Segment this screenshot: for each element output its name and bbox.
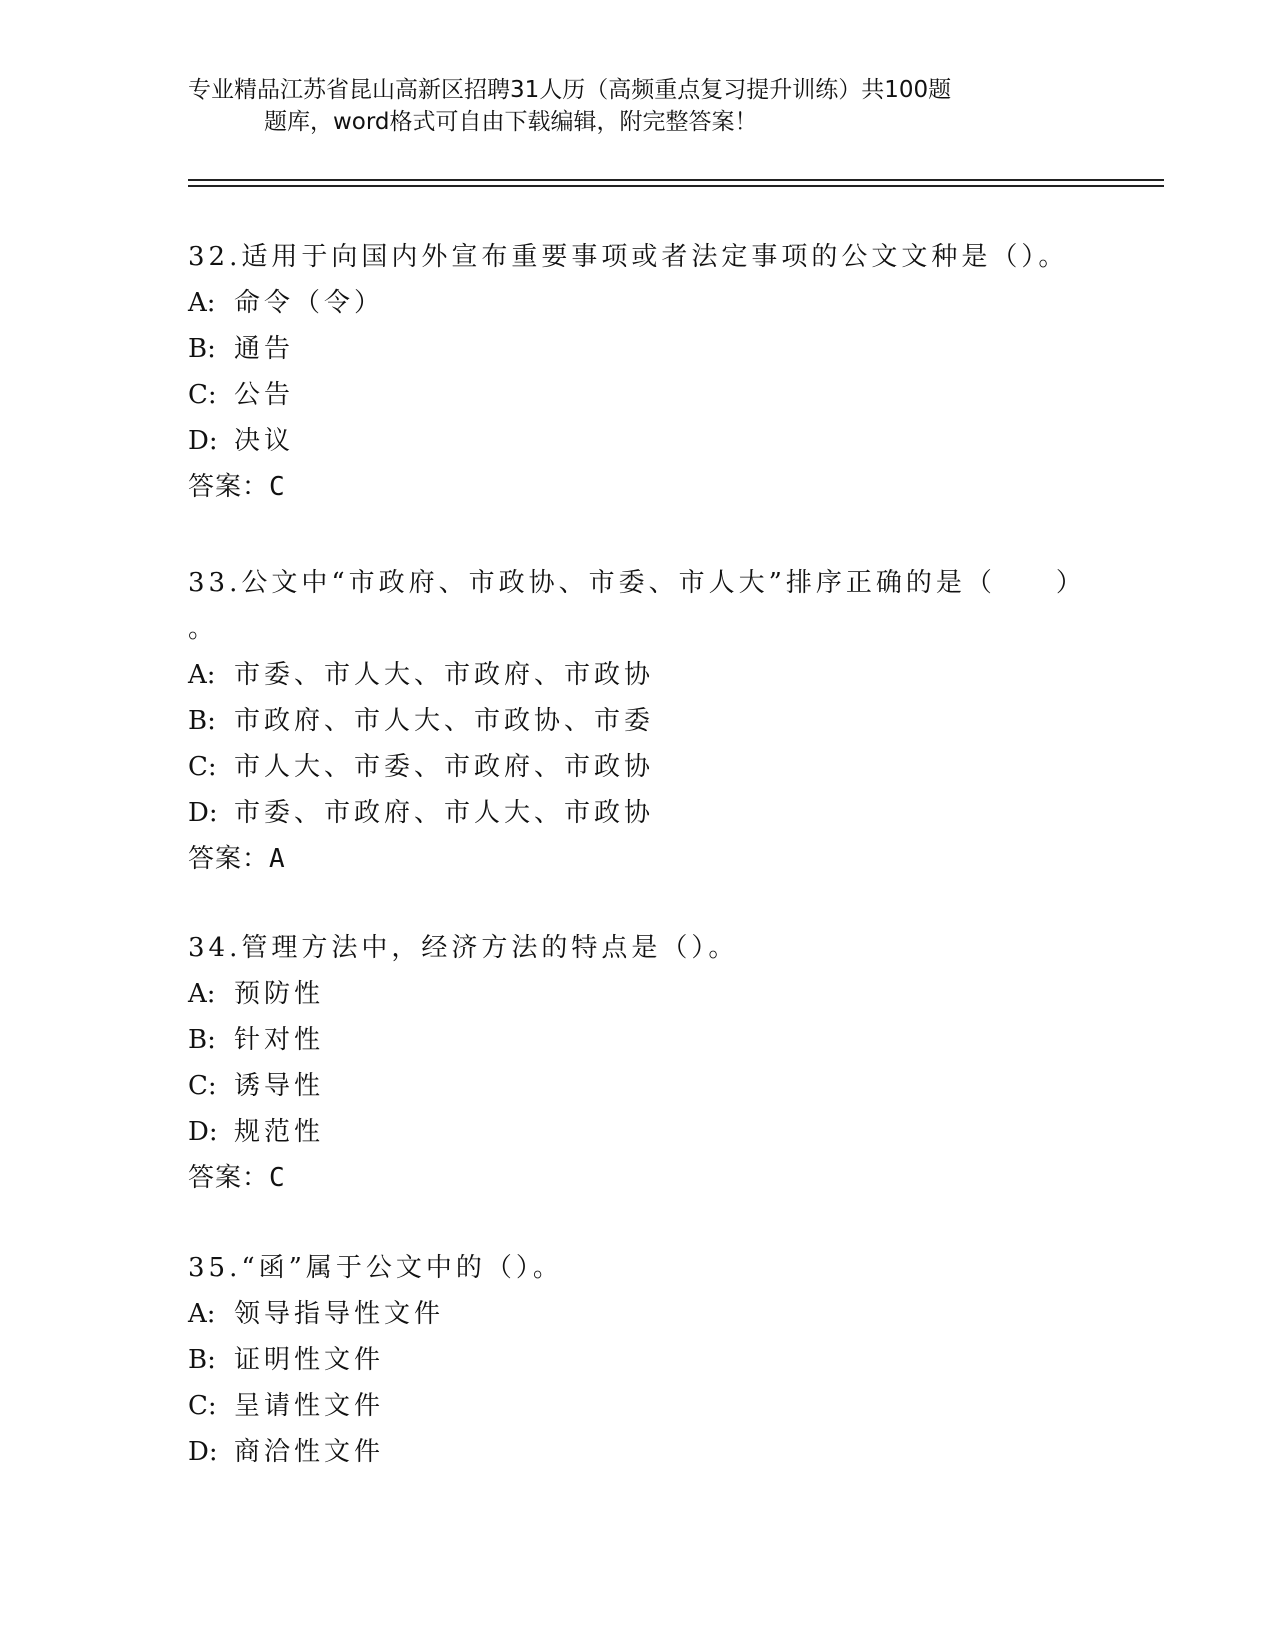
- option-letter: D:: [188, 1437, 218, 1467]
- option-letter: A:: [188, 288, 216, 318]
- option-letter: A:: [188, 979, 216, 1009]
- option-text: 呈请性文件: [234, 1391, 385, 1421]
- option-c: [188, 1063, 1088, 1109]
- option-text: 规范性: [234, 1117, 325, 1147]
- option-d: [188, 1429, 1088, 1475]
- option-text: 证明性文件: [234, 1345, 385, 1375]
- option-c: [188, 744, 1088, 790]
- answer-label: 答案：: [188, 472, 270, 502]
- option-letter: B:: [188, 334, 216, 364]
- option-text: 公告: [234, 380, 295, 410]
- option-text: 市人大、市委、市政府、市政协: [234, 752, 655, 782]
- question-stem: 33.公文中“市政府、市政协、市委、市人大”排序正确的是（ ）: [188, 568, 1086, 598]
- option-text: 预防性: [234, 979, 325, 1009]
- header-divider-bottom: [188, 185, 1164, 187]
- option-text: 商洽性文件: [234, 1437, 385, 1467]
- option-a: [188, 652, 1088, 698]
- document-header: [188, 74, 1068, 138]
- option-text: 诱导性: [234, 1071, 325, 1101]
- answer-value: C: [269, 1163, 286, 1193]
- question-33: [188, 560, 1088, 882]
- header-divider-top: [188, 179, 1164, 181]
- answer-line: [188, 1155, 1088, 1201]
- answer-value: A: [269, 844, 286, 874]
- option-letter: C:: [188, 1391, 217, 1421]
- option-text: 命令（令）: [234, 288, 385, 318]
- option-letter: D:: [188, 1117, 218, 1147]
- option-letter: D:: [188, 798, 218, 828]
- option-letter: B:: [188, 706, 216, 736]
- question-34: [188, 925, 1088, 1201]
- answer-line: [188, 836, 1088, 882]
- option-b: [188, 698, 1088, 744]
- option-letter: C:: [188, 752, 217, 782]
- question-stem: 32.适用于向国内外宣布重要事项或者法定事项的公文文种是（）。: [188, 242, 1069, 272]
- option-b: [188, 326, 1088, 372]
- header-title-line1: 专业精品江苏省昆山高新区招聘31人历（高频重点复习提升训练）共100题: [188, 77, 952, 103]
- option-d: [188, 418, 1088, 464]
- question-32: [188, 234, 1088, 510]
- answer-line: [188, 464, 1088, 510]
- option-letter: B:: [188, 1345, 216, 1375]
- option-letter: C:: [188, 380, 217, 410]
- option-text: 市政府、市人大、市政协、市委: [234, 706, 655, 736]
- answer-value: C: [269, 472, 286, 502]
- option-text: 市委、市政府、市人大、市政协: [234, 798, 655, 828]
- option-letter: B:: [188, 1025, 216, 1055]
- option-b: [188, 1017, 1088, 1063]
- option-c: [188, 1383, 1088, 1429]
- option-a: [188, 971, 1088, 1017]
- option-text: 通告: [234, 334, 295, 364]
- question-stem: 35.“函”属于公文中的（）。: [188, 1253, 563, 1283]
- option-letter: A:: [188, 1299, 216, 1329]
- option-a: [188, 1291, 1088, 1337]
- option-letter: A:: [188, 660, 216, 690]
- option-a: [188, 280, 1088, 326]
- option-d: [188, 790, 1088, 836]
- header-title-line2: 题库，word格式可自由下载编辑，附完整答案！: [264, 109, 758, 135]
- question-stem-continuation: 。: [188, 614, 219, 644]
- option-text: 针对性: [234, 1025, 325, 1055]
- option-letter: D:: [188, 426, 218, 456]
- answer-label: 答案：: [188, 844, 270, 874]
- question-35: [188, 1245, 1088, 1475]
- option-b: [188, 1337, 1088, 1383]
- option-d: [188, 1109, 1088, 1155]
- option-letter: C:: [188, 1071, 217, 1101]
- question-stem: 34.管理方法中，经济方法的特点是（）。: [188, 933, 739, 963]
- option-c: [188, 372, 1088, 418]
- option-text: 决议: [234, 426, 295, 456]
- option-text: 领导指导性文件: [234, 1299, 445, 1329]
- option-text: 市委、市人大、市政府、市政协: [234, 660, 655, 690]
- answer-label: 答案：: [188, 1163, 270, 1193]
